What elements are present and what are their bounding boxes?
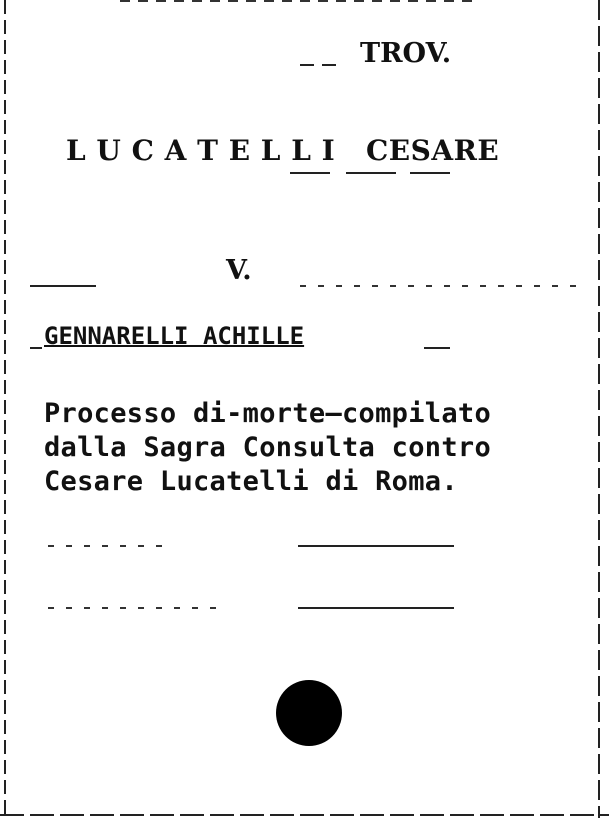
defendant-name: L U C A T E L L I CESARE	[66, 134, 500, 167]
card-right-edge	[598, 0, 600, 818]
rule-line	[298, 545, 454, 547]
dotted-rule	[300, 285, 580, 287]
description-line-2: dalla Sagra Consulta contro	[44, 432, 491, 463]
plaintiff-name: GENNARELLI ACHILLE	[44, 322, 305, 350]
classification-label: TROV.	[360, 38, 452, 69]
punch-hole	[276, 680, 342, 746]
description-line-3: Cesare Lucatelli di Roma.	[44, 466, 458, 497]
dotted-rule	[48, 545, 168, 547]
underline-rule	[346, 172, 396, 174]
rule-mark	[300, 64, 314, 66]
rule-line	[298, 607, 454, 609]
versus-label: V.	[226, 255, 252, 286]
rule-line	[30, 347, 42, 349]
rule-mark	[322, 64, 336, 66]
description-line-1: Processo di-morte—compilato	[44, 398, 491, 429]
card-left-edge	[4, 0, 6, 818]
card-bottom-edge	[0, 814, 609, 816]
card-top-edge	[120, 0, 480, 2]
underline-rule	[410, 172, 450, 174]
underline-rule	[290, 172, 330, 174]
rule-line	[30, 285, 96, 287]
rule-line	[424, 347, 450, 349]
dotted-rule	[48, 607, 228, 609]
